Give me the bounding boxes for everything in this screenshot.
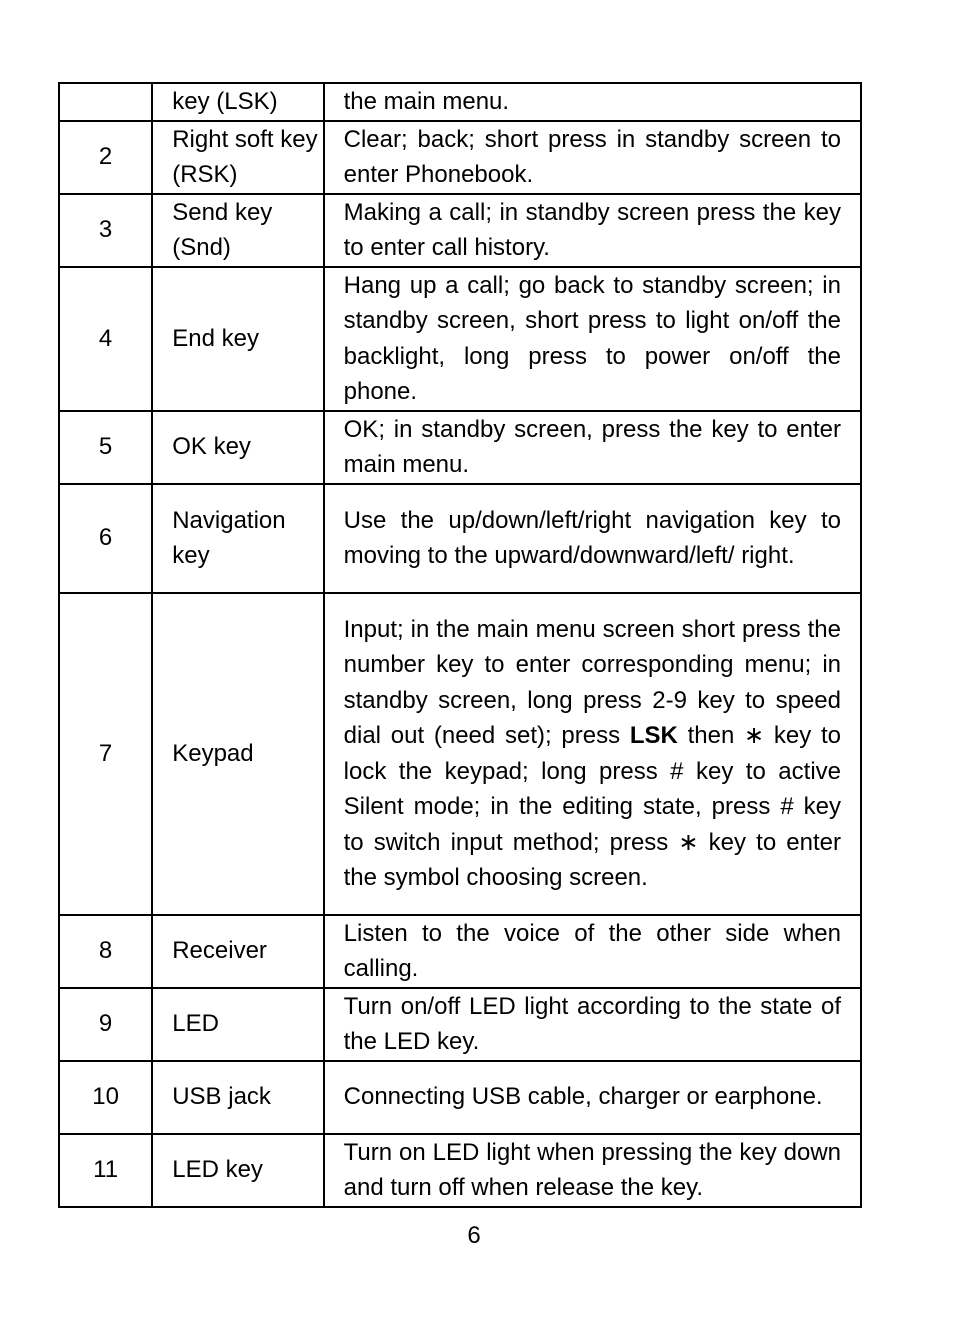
- row-number: 6: [59, 484, 152, 593]
- key-name: End key: [152, 267, 323, 411]
- table-row: [59, 988, 861, 1061]
- row-number: 10: [59, 1061, 152, 1134]
- key-description: Hang up a call; go back to standby screen; in standby screen, short press to light on/off the backlight, long press to power on/off the phone.: [324, 267, 861, 411]
- key-name: Keypad: [152, 593, 323, 915]
- row-number: 4: [59, 267, 152, 411]
- key-name: LED: [152, 988, 323, 1061]
- table-row: [59, 83, 861, 121]
- table-row: [59, 1061, 861, 1134]
- key-name: key (LSK): [152, 83, 323, 121]
- key-name: OK key: [152, 411, 323, 484]
- key-description: [324, 593, 861, 915]
- row-number: 7: [59, 593, 152, 915]
- row-number: 2: [59, 121, 152, 194]
- key-description: Use the up/down/left/right navigation key to moving to the upward/downward/left/ right.: [324, 484, 861, 593]
- table-row: [59, 411, 861, 484]
- keypad-description-text: [344, 612, 841, 896]
- table-row: [59, 267, 861, 411]
- key-name: LED key: [152, 1134, 323, 1207]
- key-description: Turn on LED light when pressing the key down and turn off when release the key.: [324, 1134, 861, 1207]
- key-function-table: [58, 82, 862, 1208]
- key-name: USB jack: [152, 1061, 323, 1134]
- key-description: Clear; back; short press in standby screen to enter Phonebook.: [324, 121, 861, 194]
- key-description: Turn on/off LED light according to the state of the LED key.: [324, 988, 861, 1061]
- keypad-description-part1: Input; in the main menu screen short press the number key to enter corresponding menu; in standby screen, long press 2-9 key to speed dial out (need set); press: [343, 615, 841, 749]
- key-description: Making a call; in standby screen press the key to enter call history.: [324, 194, 861, 267]
- table-row: [59, 1134, 861, 1207]
- keypad-description-part2: then ∗ key to lock the keypad; long press # key to active Silent mode; in the editing state, press # key to switch input method; press ∗ key to enter the symbol choosing screen.: [343, 722, 842, 891]
- table-row: [59, 915, 861, 988]
- row-number: 5: [59, 411, 152, 484]
- row-number: 8: [59, 915, 152, 988]
- key-description: Listen to the voice of the other side when calling.: [324, 915, 861, 988]
- key-name: Receiver: [152, 915, 323, 988]
- table-row: [59, 593, 861, 915]
- key-description: the main menu.: [324, 83, 861, 121]
- table-row: [59, 194, 861, 267]
- key-name: Navigation key: [152, 484, 323, 593]
- key-name: Send key (Snd): [152, 194, 323, 267]
- row-number: [59, 83, 152, 121]
- row-number: 9: [59, 988, 152, 1061]
- row-number: 3: [59, 194, 152, 267]
- table-row: [59, 121, 861, 194]
- key-description: OK; in standby screen, press the key to enter main menu.: [324, 411, 861, 484]
- row-number: 11: [59, 1134, 152, 1207]
- table-row: [59, 484, 861, 593]
- lsk-bold-label: LSK: [629, 722, 678, 749]
- key-name: Right soft key (RSK): [152, 121, 323, 194]
- key-description: Connecting USB cable, charger or earphone.: [324, 1061, 861, 1134]
- page-number: 6: [467, 1222, 481, 1249]
